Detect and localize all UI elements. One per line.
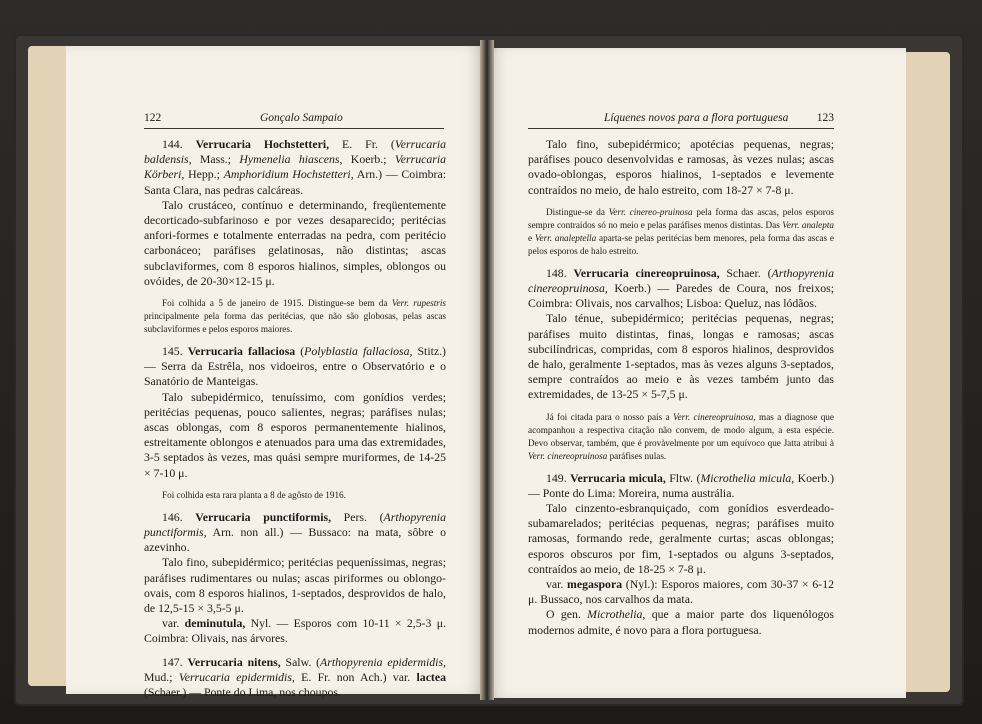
body-paragraph <box>528 577 834 607</box>
species-name: Verrucaria nitens, <box>187 654 281 669</box>
text-run: (Nyl.): Esporos maiores, com 30-37 × 6-12 μ. Bussaco, nos carvalhos da mata. <box>528 577 835 607</box>
species-entry <box>144 510 446 556</box>
species-name: Verrucaria fallaciosa <box>187 344 296 359</box>
text-run: 144. <box>162 137 196 151</box>
text-run: Distingue-se da <box>546 206 609 217</box>
text-run: 147. <box>162 654 188 669</box>
right-page-number: 123 <box>816 112 834 124</box>
right-page-text <box>528 137 834 638</box>
text-run: (Schaer.) — Ponte do Lima, nos choupos. <box>144 685 341 700</box>
text-run: Foi colhida a 5 de janeiro de 1915. Distingue-se bem da <box>162 298 392 309</box>
italic-term: Microthelia micula, <box>700 470 795 485</box>
italic-term: Verr. cinereopruinosa <box>528 450 608 461</box>
text-run: Mass.; <box>191 152 240 167</box>
text-run: 145. <box>162 344 188 359</box>
text-run: 149. <box>546 470 571 485</box>
text-run: Stitz.) — Serra da Estrêla, nos vidoeiros, entre o Observatório e o Sanatório de Manteigas. <box>144 344 446 389</box>
species-entry <box>144 344 446 390</box>
text-run: Talo fino, subepidérmico; peritécias pequeníssimas, negras; paráfises rudimentares ou nulas; ascas piriformes ou oblongo-ovais, com 8 esporos hialinos, 1-septados, desprovidos de halo, de 12,5-15 × 3,5-5 μ. <box>144 555 446 616</box>
text-run: Nyl. — Esporos com 10-11 × 2,5-3 μ. Coimbra: Olivais, nas árvores. <box>144 616 446 646</box>
text-run: Talo ténue, subepidérmico; peritécias pequenas, negras; paráfises muito distintas, finas, longas e ramosas; ascas subcilíndricas, compridas, com 8 esporos hialinos, desprovidos de halo, geralmente 1-septados, mas às vezes alguns 3-septados, sempre contraídos ao meio e às vezes também junto das extremidades, de 13-25 × 5-7,5 μ. <box>528 311 834 402</box>
text-run: var. <box>162 616 185 631</box>
text-run: ( <box>295 344 305 359</box>
italic-term: Microthelia, <box>587 607 646 622</box>
species-name: deminutula, <box>184 616 246 631</box>
text-run: Talo subepidérmico, tenuíssimo, com gonídios verdes; peritécias pequenas, pouco salientes, negras; paráfises nulas; ascas oblongas, com 8 esporos permanentemente hialinos, estreitamente oblongos e atenuados para uma das extremidades, 3-5 septados às vezes, mas quási sempre muriformes, de 14-25 × 7-10 μ. <box>144 389 446 480</box>
book-gutter <box>480 40 494 700</box>
left-running-head <box>144 112 444 129</box>
italic-term: Verrucaria Körberi, <box>144 152 446 182</box>
italic-term: Verr. cinereopruinosa, <box>673 411 756 422</box>
text-run: Talo crustáceo, contínuo e determinando, freqüentemente decorticado-subfarinoso e por vezes desaparecido; peritécias anfori-formes e totalmente enterradas na pedra, com peritécio carbonáceo; paráfises gelatinosas, não distintas; ascas subclaviformes, com 8 esporos hialinos, simples, oblongos ou ovóides, de 20-30×12-15 μ. <box>144 197 446 288</box>
italic-term: Arthopyrenia punctiformis, <box>144 509 446 540</box>
text-run: 146. <box>162 509 196 524</box>
text-run: Mud.; <box>144 669 179 684</box>
species-name: Verrucaria punctiformis, <box>195 509 332 524</box>
italic-term: Verr. rupestris <box>391 298 446 309</box>
species-name: megaspora <box>567 577 623 592</box>
text-run: que a maior parte dos liquenólogos modernos admite, é novo para a flora portuguesa. <box>528 607 834 637</box>
text-run: Koerb.; <box>342 152 395 167</box>
species-name: lactea <box>416 669 446 684</box>
footnote-paragraph <box>528 206 834 258</box>
italic-term: Amphoridium Hochstetteri, <box>223 167 354 182</box>
body-paragraph <box>528 311 834 402</box>
footnote-paragraph <box>144 489 446 502</box>
text-run: 148. <box>546 265 574 280</box>
left-page-text <box>144 137 446 700</box>
body-paragraph <box>144 616 446 646</box>
italic-term: Arthopyrenia epidermidis, <box>320 654 446 669</box>
left-running-title: Gonçalo Sampaio <box>260 112 343 124</box>
body-paragraph <box>528 137 834 198</box>
text-run: Koerb.) — Paredes de Coura, nos freixos; Coimbra: Olivais, nos carvalhos; Lisboa: Queluz, nas lódãos. <box>528 281 834 311</box>
italic-term: Hymenelia hiascens, <box>239 152 343 167</box>
italic-term: Verrucaria epidermidis, <box>178 669 295 684</box>
body-paragraph <box>144 555 446 616</box>
text-run: aparta-se pelas peritécias bem menores, pela forma das ascas e pelos esporos de halo estreito. <box>528 232 835 256</box>
italic-term: Verr. analepta <box>782 219 834 230</box>
text-run: O gen. <box>546 607 588 622</box>
text-run: Pers. ( <box>331 509 384 524</box>
text-run: Hepp.; <box>184 167 224 182</box>
footnote-paragraph <box>528 411 834 463</box>
text-run: Já foi citada para o nosso país a <box>546 411 674 422</box>
text-run: Arn. non all.) — Bussaco: na mata, sôbre o azevinho. <box>144 525 446 555</box>
species-name: Verrucaria cinereopruinosa, <box>573 265 720 280</box>
right-running-head <box>528 112 834 129</box>
text-run: paráfises nulas. <box>607 450 667 461</box>
right-running-title: Líquenes novos para a flora portuguesa <box>604 112 789 124</box>
italic-term: Verrucaria baldensis, <box>144 137 446 167</box>
body-paragraph <box>144 198 446 289</box>
species-entry <box>144 137 446 198</box>
text-run: mas a diagnose que acompanhou a respectiva citação não convem, de modo algum, a esta espécie. Devo observar, também, que é provàvelmente por um equívoco que Jatta atribui à <box>528 411 834 448</box>
text-run: Arn.) — Coimbra: Santa Clara, nas pedras calcáreas. <box>144 167 446 197</box>
text-run: E. Fr. non Ach.) var. <box>294 669 417 684</box>
text-run: Koerb.) — Ponte do Lima: Moreira, numa austrália. <box>528 470 835 500</box>
species-name: Verrucaria micula, <box>570 470 666 485</box>
italic-term: Verr. analeptella <box>534 232 597 243</box>
body-paragraph <box>528 607 834 637</box>
text-run: E. Fr. ( <box>329 137 395 151</box>
species-entry <box>528 471 834 501</box>
text-run: principalmente pela forma das peritécias, que não são globosas, pelas ascas subclaviformes e pelos esporos maiores. <box>144 311 446 335</box>
text-run: pela forma das ascas, pelos esporos sempre contraídos só no meio e pelas paráfises menos distintas. Das <box>528 206 834 230</box>
text-run: Talo cinzento-esbranquiçado, com gonídios esverdeado-subamarelados; peritécias pequenas, negras; paráfises muito ramosas, formando rede, geralmente curtas; ascas oblongas; esporos obscuros por fim, 1-septados ou alguns 3-septados, contraídos ao meio, de 18-25 × 7-8 μ. <box>528 501 834 576</box>
italic-term: Verr. cinereo-pruinosa <box>608 206 693 217</box>
text-run: Schaer. ( <box>719 265 772 280</box>
italic-term: Arthopyrenia cinereopruinosa, <box>528 265 834 296</box>
text-run: Fltw. ( <box>665 470 701 485</box>
text-run: Foi colhida esta rara planta a 8 de agôsto de 1916. <box>162 489 346 500</box>
text-run: Salw. ( <box>280 654 321 669</box>
left-page-number: 122 <box>144 112 162 124</box>
species-entry <box>528 266 834 312</box>
species-name: Verrucaria Hochstetteri, <box>195 137 330 151</box>
species-entry <box>144 655 446 701</box>
text-run: e <box>528 232 535 243</box>
body-paragraph <box>144 390 446 481</box>
text-run: Talo fino, subepidérmico; apotécias pequenas, negras; paráfises pouco desenvolvidas e ramosas, às vezes nulas; ascas ovado-oblongas, esporos hialinos, 1-septados e levemente contraídos no meio, de halo estreito, com 18-27 × 7-8 μ. <box>528 137 834 197</box>
text-run: var. <box>546 577 568 592</box>
italic-term: Polyblastia fallaciosa, <box>304 344 413 359</box>
footnote-paragraph <box>144 297 446 336</box>
body-paragraph <box>528 501 834 577</box>
right-page-edges <box>902 52 950 692</box>
